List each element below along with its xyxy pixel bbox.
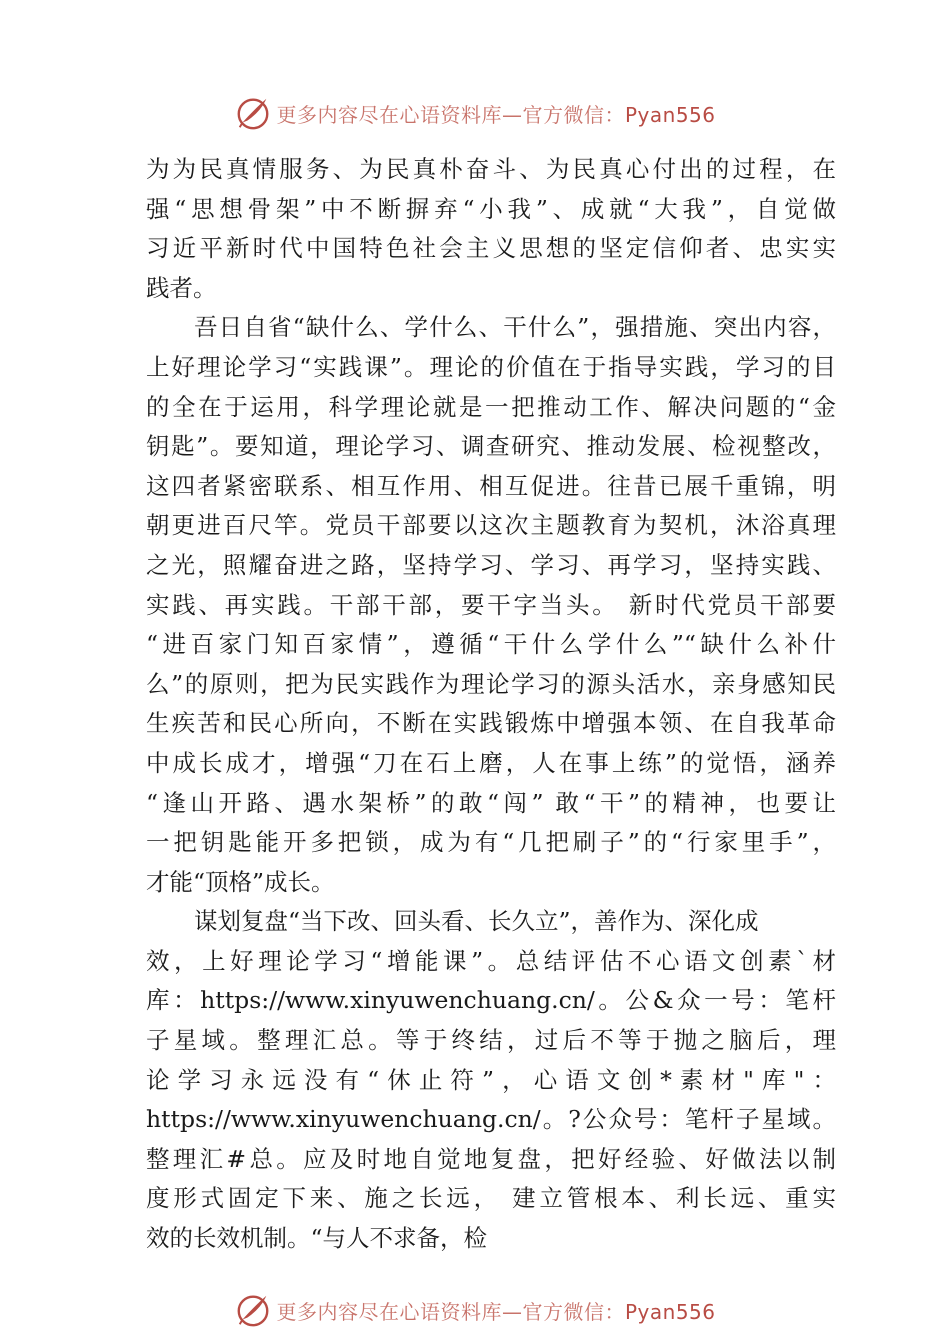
text-line: 钥匙”。要知道，理论学习、调查研究、推动发展、检视整改， [146, 432, 836, 461]
text-line: 朝更进百尺竿。党员干部要以这次主题教育为契机，沐浴真理 [146, 511, 836, 540]
header-wechat-account: Pyan556 [624, 102, 716, 127]
text-line: 上好理论学习“实践课”。理论的价值在于指导实践，学习的目 [146, 352, 836, 381]
text-line: 才能“顶格”成长。 [146, 867, 335, 896]
footer-banner [0, 1290, 950, 1330]
text-line: 生疾苦和民心所向，不断在实践锻炼中增强本领、在自我革命 [146, 709, 836, 738]
text-line: 吾日自省“缺什么、学什么、干什么”，强措施、突出内容， [194, 313, 836, 342]
text-line: 论学习永远没有“休止符”，心语文创*素材"库"： [146, 1065, 836, 1094]
quill-logo-icon [234, 94, 272, 132]
footer-wechat-account: Pyan556 [624, 1299, 716, 1324]
text-line: 一把钥匙能开多把锁，成为有“几把刷子”的“行家里手”， [146, 828, 836, 857]
text-line: 谋划复盘“当下改、回头看、长久立”，善作为、深化成 [194, 907, 759, 936]
text-line: 中成长成才，增强“刀在石上磨，人在事上练”的觉悟，涵养 [146, 748, 836, 777]
text-line: https://www.xinyuwenchuang.cn/。?公众号：笔杆子星域。 [146, 1105, 836, 1134]
text-line: 度形式固定下来、施之长远， 建立管根本、利长远、重实 [146, 1184, 836, 1213]
text-line: 效，上好理论学习“增能课”。总结评估不心语文创素`材 [146, 946, 836, 975]
document-body [146, 150, 836, 1259]
text-line: 这四者紧密联系、相互作用、相互促进。往昔已展千重锦，明 [146, 471, 836, 500]
text-line: “进百家门知百家情”，遵循“干什么学什么”“缺什么补什 [146, 630, 836, 659]
text-line: 么”的原则，把为民实践作为理论学习的源头活水，亲身感知民 [146, 669, 836, 698]
text-line: “逢山开路、遇水架桥”的敢“闯” 敢“干”的精神，也要让 [146, 788, 836, 817]
footer-banner-text: 更多内容尽在心语资料库—官方微信：Pyan556 [276, 1299, 716, 1324]
header-banner [0, 93, 950, 133]
quill-logo-icon [234, 1291, 272, 1329]
text-line: 之光，照耀奋进之路，坚持学习、学习、再学习，坚持实践、 [146, 550, 836, 579]
text-line: 习近平新时代中国特色社会主义思想的坚定信仰者、忠实实 [146, 234, 836, 263]
text-line: 的全在于运用，科学理论就是一把推动工作、解决问题的“金 [146, 392, 836, 421]
text-line: 践者。 [146, 273, 217, 302]
text-line: 子星域。整理汇总。等于终结，过后不等于抛之脑后，理 [146, 1026, 836, 1055]
text-line: 整理汇#总。应及时地自觉地复盘，把好经验、好做法以制 [146, 1144, 836, 1173]
text-line: 强“思想骨架”中不断摒弃“小我”、成就“大我”，自觉做 [146, 194, 836, 223]
text-line: 实践、再实践。干部干部，要干字当头。 新时代党员干部要 [146, 590, 836, 619]
text-line: 为为民真情服务、为民真朴奋斗、为民真心付出的过程，在 [146, 155, 836, 183]
text-line: 库：https://www.xinyuwenchuang.cn/。公&众一号：笔杆 [146, 986, 836, 1015]
header-banner-text: 更多内容尽在心语资料库—官方微信：Pyan556 [276, 102, 716, 127]
text-line: 效的长效机制。“与人不求备，检 [146, 1224, 488, 1253]
